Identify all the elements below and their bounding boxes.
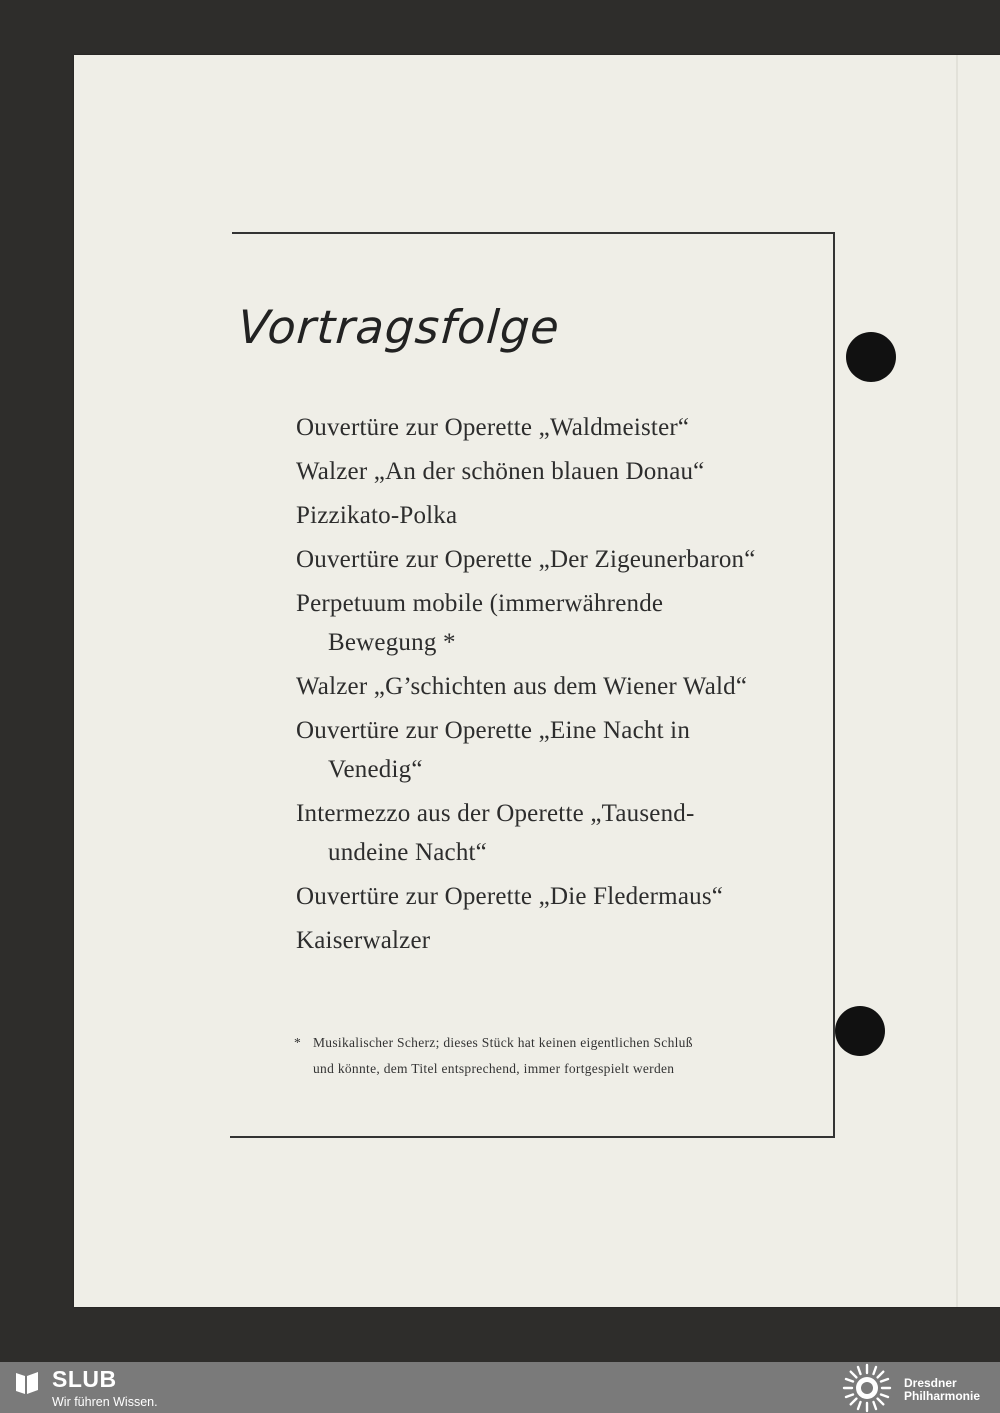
program-item-text: Ouvertüre zur Operette „Der Zigeunerbaron“ [296,546,756,573]
program-item-continuation: Bewegung * [328,629,456,656]
page-fold [956,55,958,1307]
library-tagline: Wir führen Wissen. [52,1395,158,1409]
program-item-continuation: Venedig“ [328,756,423,783]
footnote-line: und könnte, dem Titel entsprechend, immer fortgespielt werden [313,1061,675,1076]
program-item [296,711,816,789]
program-item [296,667,816,706]
program-item [296,921,816,960]
footnote-line: Musikalischer Scherz; dieses Stück hat keinen eigentlichen Schluß [313,1035,693,1050]
program-list [296,408,816,965]
library-name[interactable]: SLUB [52,1366,117,1392]
partner-name-line: Philharmonie [904,1389,981,1403]
program-item-continuation: undeine Nacht“ [328,839,487,866]
program-item-text: Walzer „G’schichten aus dem Wiener Wald“ [296,673,748,700]
partner-name-line: Dresdner [904,1376,957,1390]
program-item-text: Intermezzo aus der Operette „Tausend- [296,800,695,827]
partner-name[interactable] [904,1377,980,1403]
program-item-text: Ouvertüre zur Operette „Die Fledermaus“ [296,883,724,910]
program-item [296,794,816,872]
program-item-text: Perpetuum mobile (immerwährende [296,590,664,617]
sun-icon [842,1363,892,1413]
program-item [296,452,816,491]
program-item [296,877,816,916]
program-item-text: Ouvertüre zur Operette „Waldmeister“ [296,414,690,441]
program-item-text: Ouvertüre zur Operette „Eine Nacht in [296,717,691,744]
program-item [296,540,816,579]
program-item-text: Pizzikato-Polka [296,502,458,529]
program-title: Vortragsfolge [236,300,562,354]
program-item-text: Kaiserwalzer [296,927,431,954]
punch-hole [846,332,896,382]
program-item-text: Walzer „An der schönen blauen Donau“ [296,458,705,485]
program-item [296,408,816,447]
punch-hole [835,1006,885,1056]
footnote-mark: * [294,1035,302,1050]
book-icon [14,1370,40,1396]
footnote [294,1030,814,1082]
viewer-footer [0,1362,1000,1413]
program-item [296,584,816,662]
frame-corner [230,1136,236,1138]
program-item [296,496,816,535]
